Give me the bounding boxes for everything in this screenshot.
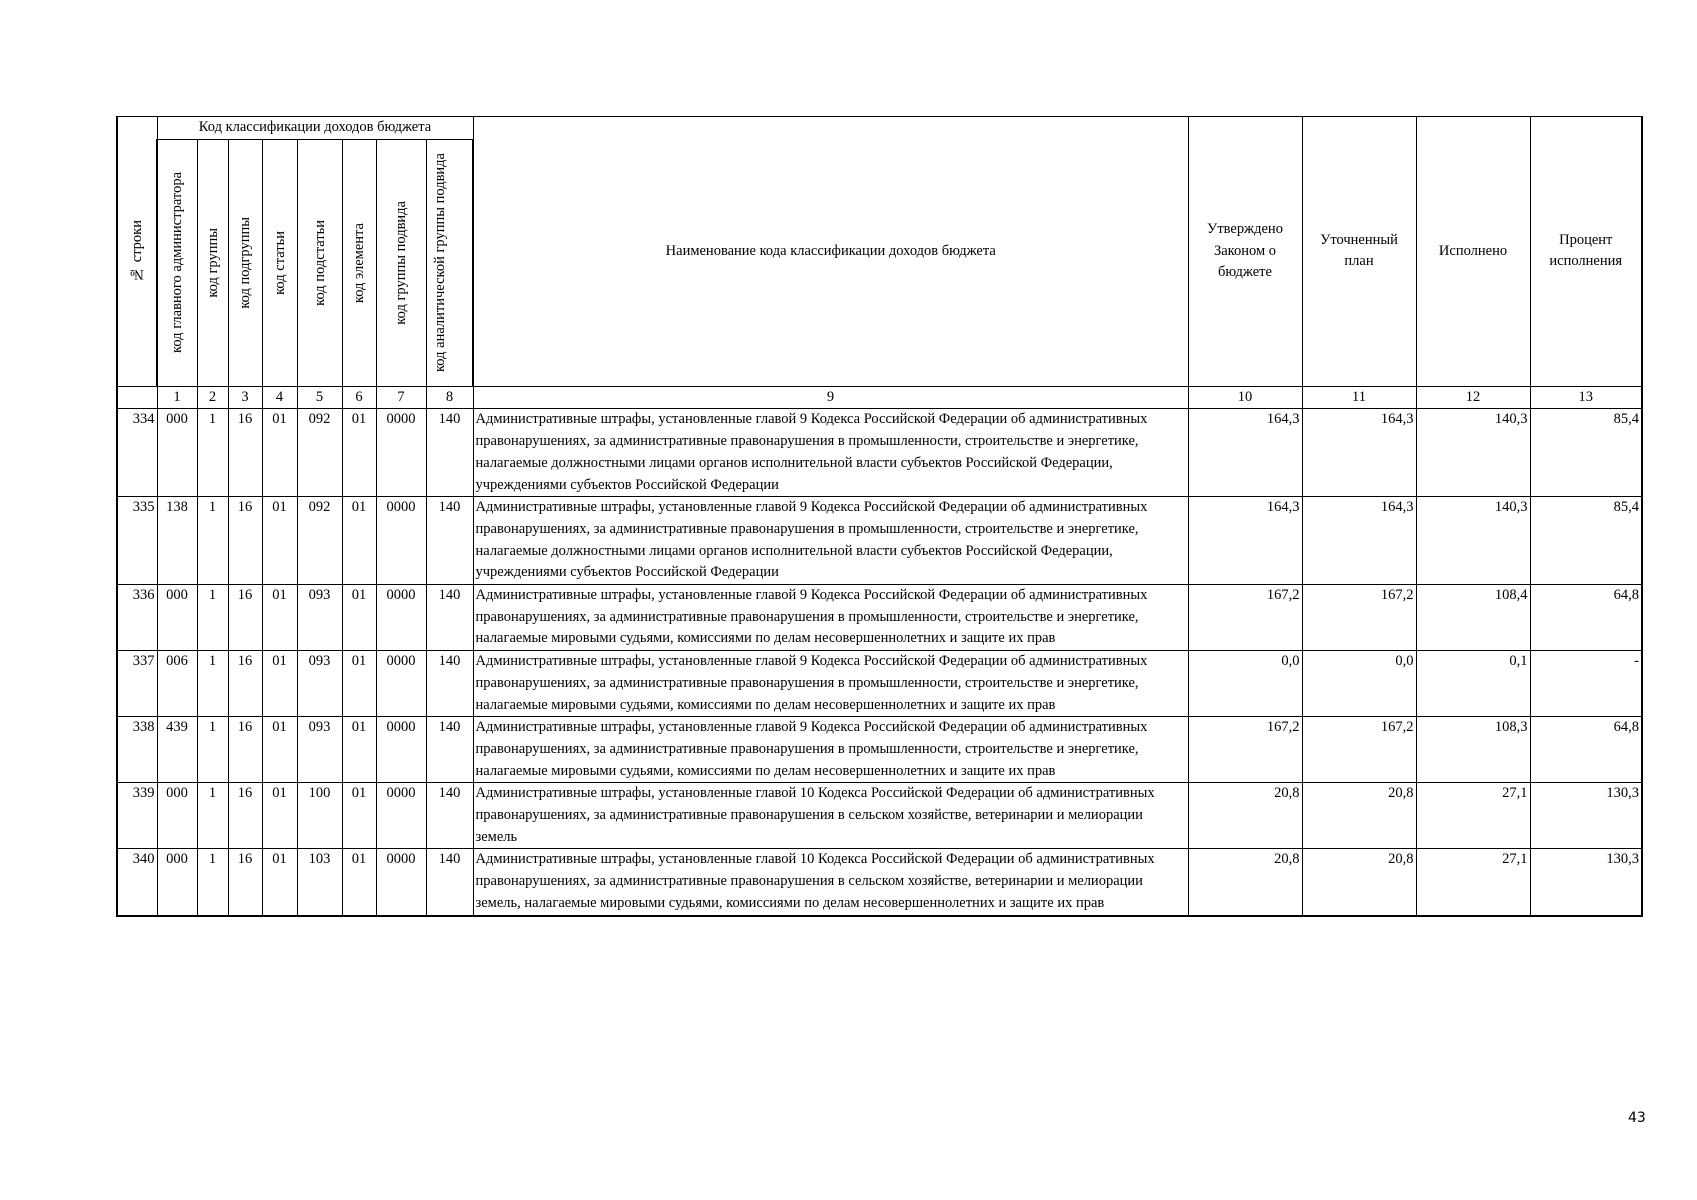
column-number: 9 bbox=[473, 386, 1188, 409]
cell-element-code: 01 bbox=[342, 585, 376, 651]
column-number: 13 bbox=[1530, 386, 1642, 409]
header-subgroup-code-label: код подгруппы bbox=[237, 216, 253, 309]
cell-row-number: 336 bbox=[117, 585, 157, 651]
cell-group-code: 1 bbox=[197, 849, 228, 916]
header-analytic-group-code-label: код аналитической группы подвида bbox=[432, 153, 449, 373]
column-number: 8 bbox=[426, 386, 473, 409]
cell-executed: 140,3 bbox=[1416, 409, 1530, 497]
cell-percent: 85,4 bbox=[1530, 497, 1642, 585]
cell-admin-code: 000 bbox=[157, 409, 197, 497]
header-admin-code-label: код главного администратора bbox=[169, 172, 186, 354]
cell-subgroup-code: 16 bbox=[228, 651, 262, 717]
cell-percent: 64,8 bbox=[1530, 585, 1642, 651]
column-number: 4 bbox=[262, 386, 297, 409]
cell-subarticle-code: 092 bbox=[297, 409, 342, 497]
cell-group-code: 1 bbox=[197, 783, 228, 849]
cell-percent: 130,3 bbox=[1530, 783, 1642, 849]
header-element-code-label: код элемента bbox=[351, 222, 367, 303]
header-subarticle-code-label: код подстатьи bbox=[311, 219, 328, 306]
header-approved: Утверждено Законом о бюджете bbox=[1188, 117, 1302, 387]
column-number: 12 bbox=[1416, 386, 1530, 409]
cell-analytic-group-code: 140 bbox=[426, 409, 473, 497]
table-row bbox=[117, 717, 1642, 783]
cell-executed: 27,1 bbox=[1416, 783, 1530, 849]
table-row bbox=[117, 783, 1642, 849]
cell-analytic-group-code: 140 bbox=[426, 585, 473, 651]
cell-name: Административные штрафы, установленные главой 9 Кодекса Российской Федерации об административных правонарушениях, за административные правонарушения в промышленности, строительстве и энергетике, налагаемые должностными лицами органов исполнительной власти субъектов Российской Федерации, учреждениями субъектов Российской Федерации bbox=[473, 409, 1188, 497]
cell-row-number: 337 bbox=[117, 651, 157, 717]
header-plan: Уточненный план bbox=[1302, 117, 1416, 387]
cell-row-number: 340 bbox=[117, 849, 157, 916]
cell-percent: 85,4 bbox=[1530, 409, 1642, 497]
cell-element-code: 01 bbox=[342, 497, 376, 585]
cell-approved: 164,3 bbox=[1188, 497, 1302, 585]
cell-article-code: 01 bbox=[262, 717, 297, 783]
cell-article-code: 01 bbox=[262, 409, 297, 497]
cell-name: Административные штрафы, установленные главой 9 Кодекса Российской Федерации об административных правонарушениях, за административные правонарушения в промышленности, строительстве и энергетике, налагаемые мировыми судьями, комиссиями по делам несовершеннолетних и защите их прав bbox=[473, 585, 1188, 651]
column-number: 1 bbox=[157, 386, 197, 409]
header-executed: Исполнено bbox=[1416, 117, 1530, 387]
header-name: Наименование кода классификации доходов бюджета bbox=[473, 117, 1188, 387]
cell-row-number: 339 bbox=[117, 783, 157, 849]
cell-approved: 20,8 bbox=[1188, 783, 1302, 849]
column-number: 2 bbox=[197, 386, 228, 409]
cell-group-code: 1 bbox=[197, 585, 228, 651]
header-admin-code bbox=[157, 139, 197, 386]
cell-subgroup-code: 16 bbox=[228, 783, 262, 849]
cell-row-number: 338 bbox=[117, 717, 157, 783]
table-row bbox=[117, 849, 1642, 916]
cell-subgroup-code: 16 bbox=[228, 585, 262, 651]
cell-article-code: 01 bbox=[262, 849, 297, 916]
cell-subtype-group-code: 0000 bbox=[376, 651, 426, 717]
cell-plan: 164,3 bbox=[1302, 497, 1416, 585]
header-element-code bbox=[342, 139, 376, 386]
cell-admin-code: 006 bbox=[157, 651, 197, 717]
cell-subarticle-code: 103 bbox=[297, 849, 342, 916]
header-analytic-group-code bbox=[426, 139, 473, 386]
cell-subtype-group-code: 0000 bbox=[376, 783, 426, 849]
header-group-code bbox=[197, 139, 228, 386]
cell-executed: 27,1 bbox=[1416, 849, 1530, 916]
cell-admin-code: 000 bbox=[157, 585, 197, 651]
cell-element-code: 01 bbox=[342, 783, 376, 849]
cell-article-code: 01 bbox=[262, 651, 297, 717]
cell-subarticle-code: 100 bbox=[297, 783, 342, 849]
cell-plan: 0,0 bbox=[1302, 651, 1416, 717]
header-subtype-group-code bbox=[376, 139, 426, 386]
cell-element-code: 01 bbox=[342, 717, 376, 783]
cell-analytic-group-code: 140 bbox=[426, 849, 473, 916]
cell-subarticle-code: 093 bbox=[297, 717, 342, 783]
column-number: 3 bbox=[228, 386, 262, 409]
cell-approved: 20,8 bbox=[1188, 849, 1302, 916]
cell-approved: 0,0 bbox=[1188, 651, 1302, 717]
cell-analytic-group-code: 140 bbox=[426, 717, 473, 783]
header-article-code bbox=[262, 139, 297, 386]
cell-plan: 164,3 bbox=[1302, 409, 1416, 497]
cell-analytic-group-code: 140 bbox=[426, 651, 473, 717]
page-number: 43 bbox=[1628, 1110, 1646, 1126]
cell-group-code: 1 bbox=[197, 651, 228, 717]
cell-name: Административные штрафы, установленные главой 9 Кодекса Российской Федерации об административных правонарушениях, за административные правонарушения в промышленности, строительстве и энергетике, налагаемые мировыми судьями, комиссиями по делам несовершеннолетних и защите их прав bbox=[473, 717, 1188, 783]
column-numbers-row bbox=[117, 386, 1642, 409]
table-row bbox=[117, 409, 1642, 497]
cell-row-number: 335 bbox=[117, 497, 157, 585]
cell-approved: 164,3 bbox=[1188, 409, 1302, 497]
header-percent: Процент исполнения bbox=[1530, 117, 1642, 387]
cell-subtype-group-code: 0000 bbox=[376, 497, 426, 585]
cell-subarticle-code: 092 bbox=[297, 497, 342, 585]
cell-percent: - bbox=[1530, 651, 1642, 717]
cell-element-code: 01 bbox=[342, 409, 376, 497]
revenue-classification-table bbox=[116, 116, 1643, 917]
header-row-number bbox=[117, 117, 157, 387]
cell-admin-code: 138 bbox=[157, 497, 197, 585]
table-row bbox=[117, 651, 1642, 717]
cell-row-number: 334 bbox=[117, 409, 157, 497]
column-number: 5 bbox=[297, 386, 342, 409]
cell-subtype-group-code: 0000 bbox=[376, 585, 426, 651]
cell-group-code: 1 bbox=[197, 497, 228, 585]
cell-executed: 0,1 bbox=[1416, 651, 1530, 717]
cell-group-code: 1 bbox=[197, 409, 228, 497]
cell-article-code: 01 bbox=[262, 497, 297, 585]
column-number: 10 bbox=[1188, 386, 1302, 409]
cell-article-code: 01 bbox=[262, 585, 297, 651]
column-number: 6 bbox=[342, 386, 376, 409]
cell-subgroup-code: 16 bbox=[228, 497, 262, 585]
cell-admin-code: 000 bbox=[157, 783, 197, 849]
column-number: 11 bbox=[1302, 386, 1416, 409]
column-number-blank bbox=[117, 386, 157, 409]
header-classification-group: Код классификации доходов бюджета bbox=[157, 117, 473, 140]
cell-plan: 167,2 bbox=[1302, 585, 1416, 651]
column-number: 7 bbox=[376, 386, 426, 409]
cell-percent: 130,3 bbox=[1530, 849, 1642, 916]
cell-plan: 167,2 bbox=[1302, 717, 1416, 783]
cell-approved: 167,2 bbox=[1188, 717, 1302, 783]
table-row bbox=[117, 497, 1642, 585]
table-row bbox=[117, 585, 1642, 651]
cell-name: Административные штрафы, установленные главой 9 Кодекса Российской Федерации об административных правонарушениях, за административные правонарушения в промышленности, строительстве и энергетике, налагаемые мировыми судьями, комиссиями по делам несовершеннолетних и защите их прав bbox=[473, 651, 1188, 717]
cell-subarticle-code: 093 bbox=[297, 585, 342, 651]
header-subtype-group-code-label: код группы подвида bbox=[393, 200, 409, 325]
cell-group-code: 1 bbox=[197, 717, 228, 783]
cell-subtype-group-code: 0000 bbox=[376, 849, 426, 916]
cell-percent: 64,8 bbox=[1530, 717, 1642, 783]
cell-element-code: 01 bbox=[342, 651, 376, 717]
header-subgroup-code bbox=[228, 139, 262, 386]
cell-subtype-group-code: 0000 bbox=[376, 717, 426, 783]
cell-executed: 140,3 bbox=[1416, 497, 1530, 585]
cell-subtype-group-code: 0000 bbox=[376, 409, 426, 497]
cell-name: Административные штрафы, установленные главой 10 Кодекса Российской Федерации об административных правонарушениях, за административные правонарушения в сельском хозяйстве, ветеринарии и мелиорации земель bbox=[473, 783, 1188, 849]
cell-analytic-group-code: 140 bbox=[426, 783, 473, 849]
cell-subgroup-code: 16 bbox=[228, 409, 262, 497]
cell-admin-code: 000 bbox=[157, 849, 197, 916]
cell-subgroup-code: 16 bbox=[228, 717, 262, 783]
cell-subarticle-code: 093 bbox=[297, 651, 342, 717]
header-subarticle-code bbox=[297, 139, 342, 386]
cell-element-code: 01 bbox=[342, 849, 376, 916]
cell-name: Административные штрафы, установленные главой 10 Кодекса Российской Федерации об административных правонарушениях, за административные правонарушения в сельском хозяйстве, ветеринарии и мелиорации земель, налагаемые мировыми судьями, комиссиями по делам несовершеннолетних и защите их прав bbox=[473, 849, 1188, 916]
header-article-code-label: код статьи bbox=[271, 230, 288, 295]
cell-executed: 108,3 bbox=[1416, 717, 1530, 783]
cell-name: Административные штрафы, установленные главой 9 Кодекса Российской Федерации об административных правонарушениях, за административные правонарушения в промышленности, строительстве и энергетике, налагаемые должностными лицами органов исполнительной власти субъектов Российской Федерации, учреждениями субъектов Российской Федерации bbox=[473, 497, 1188, 585]
header-group-code-label: код группы bbox=[204, 227, 221, 298]
cell-admin-code: 439 bbox=[157, 717, 197, 783]
cell-plan: 20,8 bbox=[1302, 783, 1416, 849]
cell-subgroup-code: 16 bbox=[228, 849, 262, 916]
cell-approved: 167,2 bbox=[1188, 585, 1302, 651]
cell-analytic-group-code: 140 bbox=[426, 497, 473, 585]
cell-executed: 108,4 bbox=[1416, 585, 1530, 651]
cell-article-code: 01 bbox=[262, 783, 297, 849]
cell-plan: 20,8 bbox=[1302, 849, 1416, 916]
header-row-number-label: № строки bbox=[129, 220, 145, 283]
